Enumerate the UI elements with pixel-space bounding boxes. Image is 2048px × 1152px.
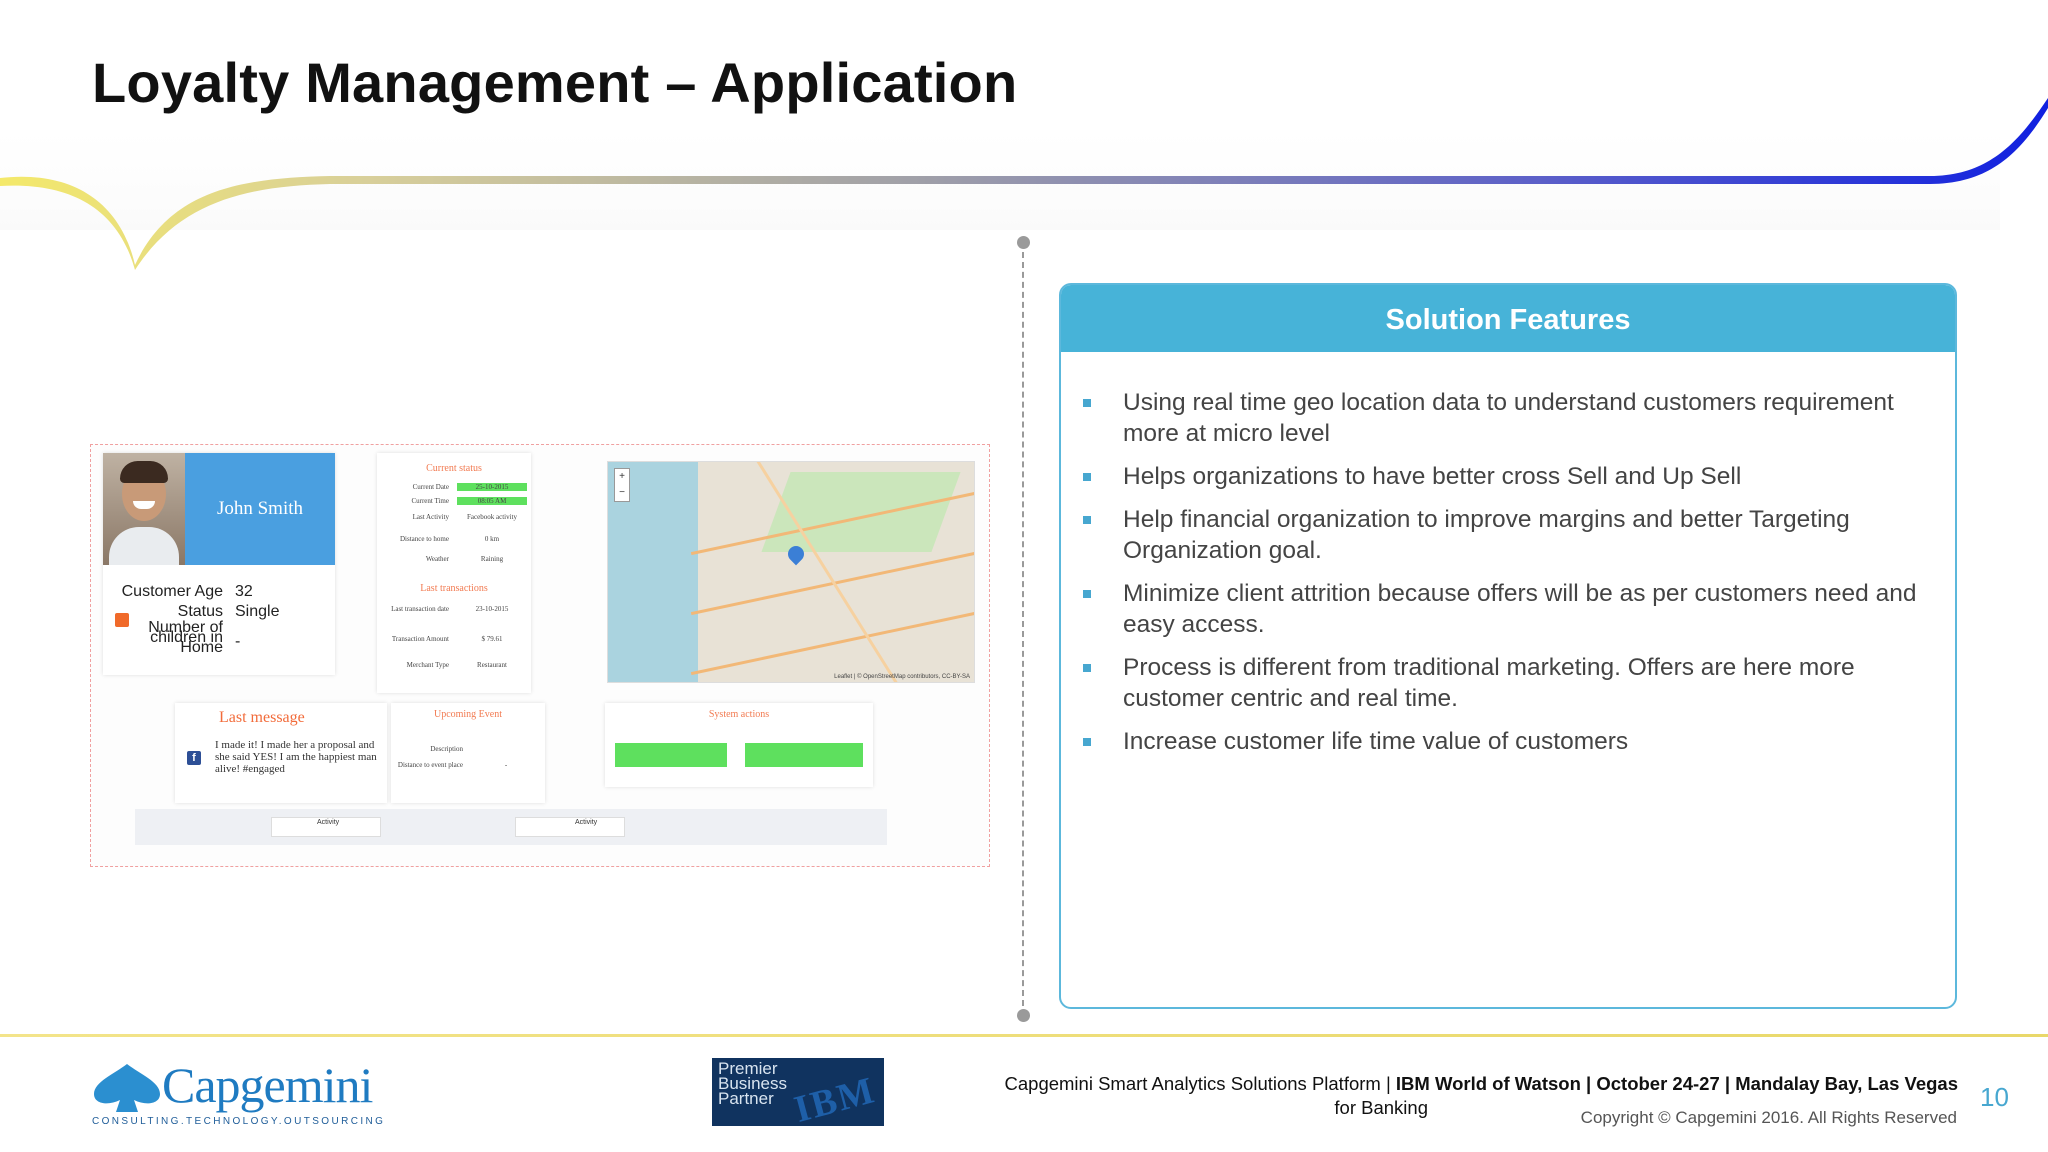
header-swoosh bbox=[0, 0, 2048, 300]
activity-label: Activity bbox=[575, 819, 598, 826]
event-line-plain: Capgemini Smart Analytics Solutions Platform | bbox=[1004, 1073, 1396, 1094]
bullet-icon bbox=[1083, 399, 1091, 407]
vertical-divider bbox=[1022, 242, 1024, 1016]
ibm-line: Premier bbox=[718, 1059, 778, 1078]
action-box bbox=[745, 743, 863, 767]
profile-row-status: Status Single bbox=[177, 603, 280, 620]
customer-name: John Smith bbox=[185, 453, 335, 565]
last-message-title: Last message bbox=[219, 709, 305, 726]
ibm-mark: IBM bbox=[789, 1069, 881, 1131]
upcoming-event-title: Upcoming Event bbox=[433, 709, 503, 720]
current-status-card: Current status Current Date 25-10-2015 Current Time 08:05 AM Last Activity Facebook activity Distance to home 0 km Weather Raining Last transactions Last transaction date 23-10-2015 Transaction Amount $ 79.61 Merchant Type Restaurant bbox=[377, 453, 531, 693]
profile-row-age: Customer Age 32 bbox=[121, 583, 253, 600]
last-message-card bbox=[175, 703, 387, 803]
divider-top-dot bbox=[1017, 236, 1030, 249]
facebook-icon: f bbox=[187, 751, 201, 765]
ibm-partner-logo bbox=[712, 1058, 884, 1131]
feature-item: Process is different from traditional marketing. Offers are here more customer centric and real time. bbox=[1083, 652, 1933, 714]
capgemini-tagline: CONSULTING.TECHNOLOGY.OUTSOURCING bbox=[92, 1116, 386, 1127]
system-actions-card bbox=[605, 703, 873, 787]
slide-title: Loyalty Management – Application bbox=[92, 51, 1018, 114]
map-zoom-control: + − bbox=[614, 468, 630, 502]
event-line-2: for Banking bbox=[1334, 1097, 1428, 1118]
feature-item: Helps organizations to have better cross Sell and Up Sell bbox=[1083, 461, 1933, 492]
divider-bottom-dot bbox=[1017, 1009, 1030, 1022]
location-map bbox=[607, 461, 975, 683]
footer-rule bbox=[0, 1034, 2048, 1037]
solution-features-header: Solution Features bbox=[1061, 285, 1955, 352]
ibm-line: Partner bbox=[718, 1089, 774, 1108]
profile-row-children: Number of children in Home - bbox=[148, 619, 241, 656]
feature-item: Using real time geo location data to understand customers requirement more at micro level bbox=[1083, 387, 1933, 449]
features-list bbox=[1083, 387, 1933, 769]
feature-item: Increase customer life time value of customers bbox=[1083, 726, 1933, 757]
capgemini-logo bbox=[90, 1057, 386, 1128]
last-transactions-title: Last transactions bbox=[420, 583, 488, 594]
bullet-icon bbox=[1083, 516, 1091, 524]
bullet-icon bbox=[1083, 664, 1091, 672]
feature-item: Minimize client attrition because offers will be as per customers need and easy access. bbox=[1083, 578, 1933, 640]
activity-strip bbox=[135, 809, 887, 845]
current-status-title: Current status bbox=[426, 463, 482, 474]
activity-label: Activity bbox=[317, 819, 340, 826]
bullet-icon bbox=[1083, 738, 1091, 746]
page-number: 10 bbox=[1980, 1082, 2009, 1112]
capgemini-spade-icon bbox=[90, 1060, 164, 1114]
app-screenshot bbox=[90, 444, 990, 867]
ibm-line: Business bbox=[718, 1074, 787, 1093]
map-attribution: Leaflet | © OpenStreetMap contributors, CC-BY-SA bbox=[834, 674, 970, 680]
system-actions-title: System actions bbox=[708, 709, 770, 720]
bullet-icon bbox=[1083, 473, 1091, 481]
customer-avatar bbox=[103, 453, 185, 565]
upcoming-event-card: Upcoming Event Description Distance to event place - bbox=[391, 703, 545, 803]
solution-features-box bbox=[1059, 283, 1957, 1009]
last-message-text: I made it! I made her a proposal and she said YES! I am the happiest man alive! #engaged bbox=[215, 739, 377, 775]
profile-card bbox=[103, 453, 335, 675]
capgemini-wordmark: Capgemini bbox=[162, 1057, 373, 1113]
event-line-bold: IBM World of Watson | October 24-27 | Mandalay Bay, Las Vegas bbox=[1395, 1073, 1958, 1094]
feature-item: Help financial organization to improve margins and better Targeting Organization goal. bbox=[1083, 504, 1933, 566]
action-box bbox=[615, 743, 727, 767]
copyright: Copyright © Capgemini 2016. All Rights Reserved bbox=[1580, 1108, 1957, 1127]
bullet-icon bbox=[1083, 590, 1091, 598]
